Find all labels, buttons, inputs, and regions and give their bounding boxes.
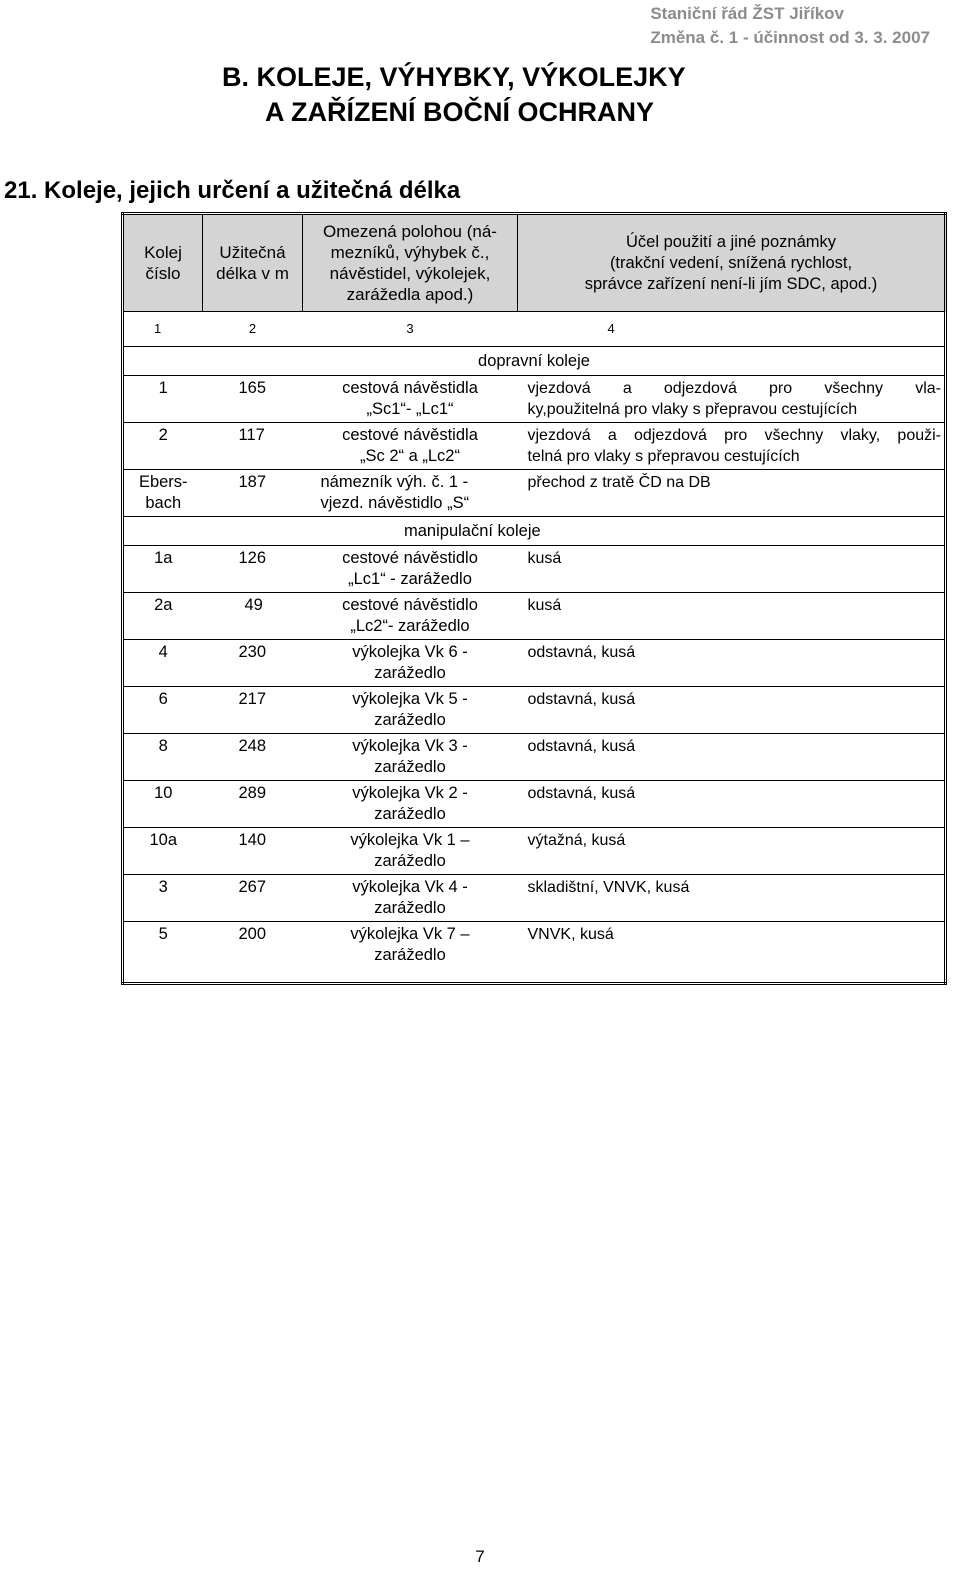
cell-kolej: 2 xyxy=(123,423,203,470)
cell-omezena-line-2: vjezd. návěstidlo „S“ xyxy=(320,494,470,512)
table-row xyxy=(123,423,946,470)
cell-omezena-line-2: zarážedlo xyxy=(374,852,446,870)
cell-delka: 126 xyxy=(203,546,303,593)
cell-kolej-line-2: bach xyxy=(145,494,182,512)
cell-ucel: kusá xyxy=(518,546,946,593)
column-number-1: 1 xyxy=(123,312,203,347)
table-row xyxy=(123,922,946,984)
header-kolej-line-2: číslo xyxy=(145,264,181,283)
cell-ucel: odstavná, kusá xyxy=(518,781,946,828)
header-omezena-line-2: mezníků, výhybek č., xyxy=(330,243,490,262)
header-ucel xyxy=(518,214,946,312)
table-row xyxy=(123,546,946,593)
cell-omezena-line-1: výkolejka Vk 7 – xyxy=(350,925,470,943)
column-number-3: 3 xyxy=(303,312,518,347)
cell-delka: 49 xyxy=(203,593,303,640)
cell-ucel-line-1: vjezdová a odjezdová pro všechny vlaky, použi- xyxy=(527,427,941,444)
cell-ucel: kusá xyxy=(518,593,946,640)
cell-kolej xyxy=(123,470,203,517)
cell-kolej: 4 xyxy=(123,640,203,687)
table-row xyxy=(123,781,946,828)
cell-omezena xyxy=(303,922,518,984)
cell-ucel-line-2: ky,použitelná pro vlaky s přepravou cestujících xyxy=(527,401,858,418)
cell-omezena-line-1: námezník výh. č. 1 - xyxy=(320,473,469,491)
header-omezena-line-3: návěstidel, výkolejek, xyxy=(329,264,491,283)
header-ucel-line-1: Účel použití a jiné poznámky xyxy=(625,232,837,251)
cell-kolej: 5 xyxy=(158,925,168,943)
group-row-dopravni xyxy=(123,347,946,376)
table-row xyxy=(123,640,946,687)
cell-ucel xyxy=(518,376,946,423)
header-delka xyxy=(203,214,303,312)
table-row xyxy=(123,593,946,640)
cell-ucel: odstavná, kusá xyxy=(518,687,946,734)
cell-ucel-line-1: vjezdová a odjezdová pro všechny vla- xyxy=(527,380,941,397)
header-line-2: Změna č. 1 - účinnost od 3. 3. 2007 xyxy=(650,28,930,47)
cell-omezena-line-2: „Sc 2“ a „Lc2“ xyxy=(360,447,460,465)
header-kolej xyxy=(123,214,203,312)
section-title: 21. Koleje, jejich určení a užitečná délka xyxy=(4,177,461,204)
cell-ucel xyxy=(518,470,946,517)
column-number-4: 4 xyxy=(518,312,946,347)
table-row xyxy=(123,376,946,423)
cell-omezena-line-1: cestové návěstidlo xyxy=(342,549,478,567)
table-row xyxy=(123,828,946,875)
cell-omezena xyxy=(303,781,518,828)
cell-omezena-line-1: výkolejka Vk 5 - xyxy=(352,690,468,708)
cell-delka: 289 xyxy=(203,781,303,828)
cell-omezena-line-1: cestová návěstidla xyxy=(342,379,478,397)
cell-omezena xyxy=(303,687,518,734)
cell-delka: 187 xyxy=(203,470,303,517)
table-header-row xyxy=(123,214,946,312)
header-delka-line-2: délka v m xyxy=(216,264,289,283)
chapter-title-line-1: B. KOLEJE, VÝHYBKY, VÝKOLEJKY xyxy=(222,62,686,92)
cell-omezena xyxy=(303,423,518,470)
cell-delka: 165 xyxy=(203,376,303,423)
header-ucel-line-2: (trakční vedení, snížená rychlost, xyxy=(609,253,853,272)
table-row xyxy=(123,470,946,517)
cell-omezena-line-2: „Lc2“- zarážedlo xyxy=(350,617,470,635)
header-omezena-line-1: Omezená polohou (ná- xyxy=(323,222,497,241)
cell-ucel: výtažná, kusá xyxy=(518,828,946,875)
group-label-manipulacni: manipulační koleje xyxy=(123,517,946,546)
cell-ucel-line-1: přechod z tratě ČD na DB xyxy=(527,474,711,491)
cell-omezena-line-1: výkolejka Vk 4 - xyxy=(352,878,468,896)
cell-kolej: 10 xyxy=(123,781,203,828)
cell-omezena-line-2: „Sc1“- „Lc1“ xyxy=(366,400,454,418)
cell-kolej: 3 xyxy=(123,875,203,922)
cell-kolej: 8 xyxy=(123,734,203,781)
cell-delka: 140 xyxy=(203,828,303,875)
cell-ucel xyxy=(518,423,946,470)
column-number-row xyxy=(123,312,946,347)
cell-ucel: odstavná, kusá xyxy=(518,734,946,781)
cell-omezena xyxy=(303,470,518,517)
cell-omezena xyxy=(303,734,518,781)
cell-omezena-line-1: výkolejka Vk 6 - xyxy=(352,643,468,661)
cell-omezena-line-2: „Lc1“ - zarážedlo xyxy=(348,570,472,588)
cell-delka: 248 xyxy=(203,734,303,781)
cell-omezena-line-1: výkolejka Vk 3 - xyxy=(352,737,468,755)
cell-delka: 217 xyxy=(203,687,303,734)
cell-omezena-line-2: zarážedlo xyxy=(374,711,446,729)
header-ucel-line-3: správce zařízení není-li jím SDC, apod.) xyxy=(584,274,878,293)
running-header xyxy=(650,2,930,50)
cell-ucel: odstavná, kusá xyxy=(518,640,946,687)
table-row xyxy=(123,734,946,781)
cell-omezena-line-2: zarážedlo xyxy=(374,899,446,917)
tracks-table xyxy=(121,212,947,985)
page-number: 7 xyxy=(475,1547,485,1566)
cell-delka: 117 xyxy=(203,423,303,470)
cell-omezena xyxy=(303,640,518,687)
cell-kolej: 2a xyxy=(123,593,203,640)
cell-omezena xyxy=(303,875,518,922)
cell-omezena xyxy=(303,593,518,640)
table-row xyxy=(123,875,946,922)
cell-omezena-line-2: zarážedlo xyxy=(374,664,446,682)
cell-delka: 230 xyxy=(203,640,303,687)
cell-omezena-line-1: výkolejka Vk 2 - xyxy=(352,784,468,802)
chapter-title xyxy=(222,60,686,130)
cell-omezena xyxy=(303,828,518,875)
cell-omezena-line-1: výkolejka Vk 1 – xyxy=(350,831,470,849)
group-row-manipulacni xyxy=(123,517,946,546)
header-delka-line-1: Užitečná xyxy=(219,243,286,262)
cell-delka: 267 xyxy=(203,875,303,922)
header-line-1: Staniční řád ŽST Jiříkov xyxy=(650,4,845,23)
cell-ucel: skladištní, VNVK, kusá xyxy=(518,875,946,922)
chapter-title-line-2: A ZAŘÍZENÍ BOČNÍ OCHRANY xyxy=(265,97,654,127)
cell-kolej: 1a xyxy=(123,546,203,593)
header-omezena xyxy=(303,214,518,312)
cell-kolej: 1 xyxy=(123,376,203,423)
cell-kolej-line-1: Ebers- xyxy=(138,473,188,491)
cell-omezena-line-1: cestové návěstidlo xyxy=(342,596,478,614)
cell-omezena-line-2: zarážedlo xyxy=(374,946,446,964)
cell-kolej: 6 xyxy=(123,687,203,734)
cell-omezena-line-2: zarážedlo xyxy=(374,758,446,776)
cell-omezena-line-1: cestové návěstidla xyxy=(342,426,478,444)
header-omezena-line-4: zarážedla apod.) xyxy=(346,285,474,304)
table-row xyxy=(123,687,946,734)
cell-kolej: 10a xyxy=(123,828,203,875)
cell-delka: 200 xyxy=(238,925,267,943)
cell-omezena-line-2: zarážedlo xyxy=(374,805,446,823)
cell-ucel: VNVK, kusá xyxy=(527,926,614,943)
cell-omezena xyxy=(303,376,518,423)
header-kolej-line-1: Kolej xyxy=(144,243,182,262)
cell-omezena xyxy=(303,546,518,593)
column-number-2: 2 xyxy=(203,312,303,347)
cell-ucel-line-2: telná pro vlaky s přepravou cestujících xyxy=(527,448,800,465)
group-label-dopravni: dopravní koleje xyxy=(123,347,946,376)
